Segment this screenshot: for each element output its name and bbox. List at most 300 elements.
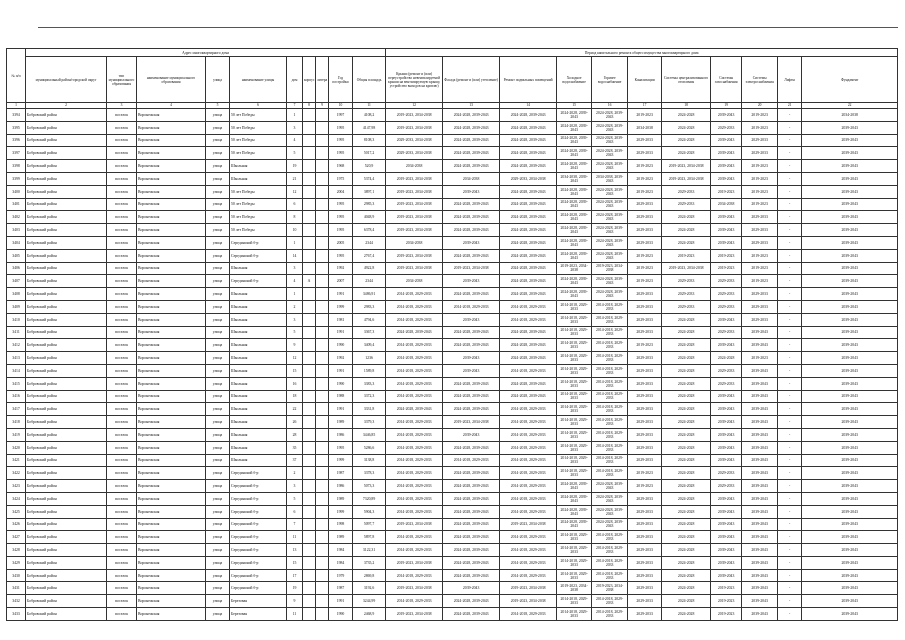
table-cell: 1990 xyxy=(329,608,353,621)
column-header-row xyxy=(7,57,898,103)
table-row xyxy=(7,288,898,301)
table-cell: Серединский б-р xyxy=(230,236,287,249)
table-cell: 3897,1 xyxy=(353,185,386,198)
table-cell: 28 xyxy=(287,428,303,441)
table-cell: 2039-2043 xyxy=(802,364,898,377)
table-cell: поселок xyxy=(107,224,137,237)
table-cell: Школьная xyxy=(230,172,287,185)
table-cell: 2024-2028, 2039-2043 xyxy=(500,211,557,224)
table-cell: 2039-2043 xyxy=(742,416,778,429)
table-cell xyxy=(303,454,316,467)
table-cell: - xyxy=(778,339,802,352)
table-cell xyxy=(303,544,316,557)
table-cell xyxy=(303,147,316,160)
table-cell: Бобровский район xyxy=(26,275,107,288)
table-cell: 2039-2043 xyxy=(802,147,898,160)
table-cell: Воронежская xyxy=(137,300,206,313)
table-cell: 2024-2028, 2039-2043 xyxy=(592,198,628,211)
table-cell: Воронежская xyxy=(137,326,206,339)
table-cell: 2014-2018, 2029-2033 xyxy=(386,441,443,454)
table-cell: 2029-2033 xyxy=(628,556,662,569)
table-cell: - xyxy=(778,198,802,211)
table-cell xyxy=(316,109,329,122)
table-row xyxy=(7,467,898,480)
table-cell: 37 xyxy=(287,454,303,467)
table-row xyxy=(7,364,898,377)
table-cell xyxy=(316,339,329,352)
table-cell: Воронежская xyxy=(137,428,206,441)
table-cell xyxy=(303,352,316,365)
table-cell: 2024-2028, 2039-2043 xyxy=(443,198,500,211)
table-cell: 2039-2043 xyxy=(802,505,898,518)
column-number: 11 xyxy=(353,103,386,109)
table-cell: 2014-2018, 2029-2033 xyxy=(592,454,628,467)
table-cell: 2024-2028 xyxy=(662,134,711,147)
table-cell: Воронежская xyxy=(137,467,206,480)
table-cell: 50 лет Победы xyxy=(230,198,287,211)
table-cell: 3426 xyxy=(7,518,26,531)
table-cell: 10 xyxy=(287,224,303,237)
table-cell: 1589,8 xyxy=(353,364,386,377)
table-cell: улица xyxy=(206,403,230,416)
table-cell: 2019-2023, 2034-2038 xyxy=(386,211,443,224)
table-cell: 4147,98 xyxy=(353,121,386,134)
table-cell: улица xyxy=(206,531,230,544)
table-cell: поселок xyxy=(107,428,137,441)
table-cell: 26 xyxy=(287,416,303,429)
table-cell: 2034-2038, 2039-2043 xyxy=(557,172,592,185)
table-cell: 2005 xyxy=(329,236,353,249)
table-cell: 3244,99 xyxy=(353,595,386,608)
col-header: Фасада (ремонт и (или) утепление) xyxy=(443,57,500,103)
table-cell: Воронежская xyxy=(137,582,206,595)
table-cell: - xyxy=(778,505,802,518)
table-cell: 1 xyxy=(287,109,303,122)
table-cell xyxy=(303,109,316,122)
table-cell: 2024-2028 xyxy=(662,492,711,505)
table-cell: 2019-2023 xyxy=(711,608,742,621)
table-cell: 2004 xyxy=(329,185,353,198)
table-cell: 2039-2043 xyxy=(711,160,742,173)
table-cell: 2039-2043 xyxy=(802,595,898,608)
table-cell xyxy=(303,582,316,595)
table-cell: 2014-2018, 2029-2033 xyxy=(557,569,592,582)
table-cell: 4794,6 xyxy=(353,313,386,326)
table-cell: Бобровский район xyxy=(26,313,107,326)
table-cell: 2029-2033, 2034-2038 xyxy=(386,147,443,160)
table-cell: - xyxy=(778,224,802,237)
table-cell: 2029-2033 xyxy=(628,147,662,160)
table-cell: 1984 xyxy=(329,544,353,557)
table-cell: 2029-2033 xyxy=(628,416,662,429)
table-cell: 2039-2043 xyxy=(742,364,778,377)
table-cell: 2024-2028, 2039-2043 xyxy=(557,480,592,493)
table-cell: улица xyxy=(206,134,230,147)
table-cell: улица xyxy=(206,377,230,390)
table-cell: поселок xyxy=(107,326,137,339)
table-cell: 2024-2028, 2039-2043 xyxy=(592,480,628,493)
table-cell: 2024-2028 xyxy=(662,211,711,224)
table-cell: 1998 xyxy=(329,518,353,531)
table-cell: 3409,4 xyxy=(353,339,386,352)
table-cell: 2039-2043 xyxy=(711,505,742,518)
table-cell: 2014-2018, 2029-2033 xyxy=(557,339,592,352)
table-cell: поселок xyxy=(107,556,137,569)
table-cell: 2985,3 xyxy=(353,198,386,211)
table-cell: 2344 xyxy=(353,275,386,288)
table-cell: - xyxy=(778,313,802,326)
table-cell xyxy=(303,313,316,326)
table-cell: поселок xyxy=(107,172,137,185)
table-cell: улица xyxy=(206,454,230,467)
table-cell: поселок xyxy=(107,185,137,198)
table-cell xyxy=(303,428,316,441)
table-cell: 2024-2028, 2039-2043 xyxy=(443,505,500,518)
table-cell: Бобровский район xyxy=(26,147,107,160)
table-cell: 2024-2028, 2039-2043 xyxy=(557,198,592,211)
table-cell: 2014-2018, 2029-2033 xyxy=(592,531,628,544)
table-cell: поселок xyxy=(107,160,137,173)
scan-rule-line xyxy=(38,27,898,28)
table-cell: 2024-2028, 2039-2043 xyxy=(557,121,592,134)
table-cell: Бобровский район xyxy=(26,403,107,416)
table-cell: 4 xyxy=(287,275,303,288)
table-cell: - xyxy=(778,582,802,595)
table-cell: поселок xyxy=(107,121,137,134)
table-row xyxy=(7,121,898,134)
column-number: 5 xyxy=(206,103,230,109)
table-cell: улица xyxy=(206,569,230,582)
table-row xyxy=(7,172,898,185)
table-cell: Бобровский район xyxy=(26,595,107,608)
table-cell: 2019-2023, 2034-2038 xyxy=(662,160,711,173)
table-cell: 5286,6 xyxy=(353,441,386,454)
table-cell: 2024-2028 xyxy=(662,480,711,493)
table-row xyxy=(7,134,898,147)
table-cell: улица xyxy=(206,364,230,377)
table-cell: 6378,4 xyxy=(353,224,386,237)
table-cell: 2024-2028 xyxy=(662,518,711,531)
table-cell: 2039-2043 xyxy=(742,403,778,416)
table-row xyxy=(7,300,898,313)
table-cell: 2024-2028, 2039-2043 xyxy=(557,518,592,531)
table-cell: поселок xyxy=(107,377,137,390)
table-cell: 2039-2043 xyxy=(711,224,742,237)
table-cell: 2014-2018, 2029-2033 xyxy=(500,480,557,493)
table-cell: 2024-2028, 2039-2043 xyxy=(592,249,628,262)
table-cell: 2029-2033 xyxy=(628,608,662,621)
table-cell xyxy=(316,249,329,262)
table-cell: 2024-2028, 2039-2043 xyxy=(500,224,557,237)
table-cell: 2039-2043 xyxy=(742,326,778,339)
table-cell: 2029-2033 xyxy=(742,147,778,160)
table-cell: Бобровский район xyxy=(26,121,107,134)
table-cell: 2468,9 xyxy=(353,608,386,621)
table-cell: 2014-2018, 2029-2033 xyxy=(386,313,443,326)
table-body xyxy=(7,109,898,621)
table-cell: 2014-2018, 2029-2033 xyxy=(386,569,443,582)
table-cell: улица xyxy=(206,185,230,198)
table-cell: 3421 xyxy=(7,454,26,467)
table-cell: улица xyxy=(206,313,230,326)
table-cell xyxy=(316,288,329,301)
table-cell: 2019-2023, 2034-2038 xyxy=(500,582,557,595)
table-cell xyxy=(316,608,329,621)
table-cell: 2024-2028 xyxy=(662,428,711,441)
table-cell: 2014-2018, 2029-2033 xyxy=(557,390,592,403)
table-cell: 1989 xyxy=(329,492,353,505)
table-cell: - xyxy=(778,211,802,224)
table-cell: - xyxy=(778,352,802,365)
table-cell: 3418 xyxy=(7,416,26,429)
col-header: Крыши (ремонт и (или) переустройство невентилируемой крыши на вентилируемую крышу, устройство выходов на кровлю) xyxy=(386,57,443,103)
table-cell: 2014-2018, 2029-2033 xyxy=(386,300,443,313)
table-cell: - xyxy=(778,441,802,454)
table-cell: 11 xyxy=(287,531,303,544)
table-cell: 2039-2043 xyxy=(802,377,898,390)
table-cell: 2024-2028 xyxy=(662,608,711,621)
table-cell: 2024-2028, 2039-2043 xyxy=(557,505,592,518)
table-cell: 2039-2043 xyxy=(711,416,742,429)
column-number: 14 xyxy=(500,103,557,109)
table-cell: 2019-2023, 2034-2038 xyxy=(557,262,592,275)
table-cell: поселок xyxy=(107,505,137,518)
table-cell: 2039-2043 xyxy=(711,390,742,403)
table-cell: 2014-2018, 2029-2033 xyxy=(386,377,443,390)
table-cell: 2039-2043 xyxy=(443,185,500,198)
table-cell: 2019-2023 xyxy=(742,109,778,122)
table-cell: 50 лет Победы xyxy=(230,147,287,160)
table-cell: 2024-2028, 2039-2043 xyxy=(557,288,592,301)
table-cell: 2034-2038 xyxy=(711,198,742,211)
table-cell xyxy=(316,160,329,173)
table-cell: 2019-2023 xyxy=(711,249,742,262)
column-number: 8 xyxy=(303,103,316,109)
table-cell: 2024-2028, 2039-2043 xyxy=(443,249,500,262)
table-cell: улица xyxy=(206,544,230,557)
table-cell: Бобровский район xyxy=(26,454,107,467)
table-cell: 2039-2043 xyxy=(802,300,898,313)
table-cell: поселок xyxy=(107,313,137,326)
table-cell xyxy=(303,198,316,211)
column-number: 4 xyxy=(137,103,206,109)
table-cell: 2039-2043 xyxy=(802,275,898,288)
table-cell xyxy=(316,441,329,454)
table-cell: 50 лет Победы xyxy=(230,211,287,224)
table-cell: 2039-2043 xyxy=(742,441,778,454)
table-cell: Школьная xyxy=(230,441,287,454)
table-cell: поселок xyxy=(107,249,137,262)
table-cell xyxy=(316,492,329,505)
table-cell xyxy=(303,300,316,313)
table-cell: 2024-2028, 2039-2043 xyxy=(592,109,628,122)
table-cell: 2014-2018, 2029-2033 xyxy=(557,441,592,454)
table-cell: Воронежская xyxy=(137,121,206,134)
table-cell: 2024-2028, 2039-2043 xyxy=(557,249,592,262)
table-cell: 1984 xyxy=(329,556,353,569)
table-cell xyxy=(303,416,316,429)
table-cell: 2014-2018, 2029-2033 xyxy=(592,364,628,377)
table-cell: 1989 xyxy=(329,531,353,544)
col-header: наименование улицы xyxy=(230,57,287,103)
table-cell: 2024-2028 xyxy=(662,109,711,122)
table-cell: поселок xyxy=(107,569,137,582)
table-row xyxy=(7,416,898,429)
table-cell: 3486,91 xyxy=(353,288,386,301)
table-cell: 50 лет Победы xyxy=(230,109,287,122)
table-cell: 2024-2028, 2039-2043 xyxy=(500,390,557,403)
table-cell: 1236 xyxy=(353,352,386,365)
table-cell: 2019-2023 xyxy=(742,262,778,275)
repair-schedule-table xyxy=(6,48,898,621)
table-cell: 2039-2043 xyxy=(443,236,500,249)
table-cell: Серединский б-р xyxy=(230,569,287,582)
table-row xyxy=(7,480,898,493)
table-cell: 2029-2033 xyxy=(628,595,662,608)
col-header: Общая площадь xyxy=(353,57,386,103)
table-cell: Воронежская xyxy=(137,147,206,160)
table-cell: 2024-2028, 2039-2043 xyxy=(557,236,592,249)
table-cell: 2039-2043 xyxy=(802,172,898,185)
table-cell: 1995 xyxy=(329,121,353,134)
table-cell: 3416 xyxy=(7,390,26,403)
table-cell: 13 xyxy=(287,544,303,557)
table-cell: 2024-2028, 2039-2043 xyxy=(500,326,557,339)
table-cell: 2019-2023, 2034-2038 xyxy=(386,121,443,134)
table-cell: 2019-2023, 2034-2038 xyxy=(557,582,592,595)
table-cell: поселок xyxy=(107,518,137,531)
table-cell: 2014-2018, 2029-2033 xyxy=(592,467,628,480)
table-cell: 1991 xyxy=(329,288,353,301)
table-cell: 2039-2043 xyxy=(742,390,778,403)
table-cell: 2014-2018, 2029-2033 xyxy=(386,416,443,429)
table-cell: 3431 xyxy=(7,582,26,595)
table-row xyxy=(7,339,898,352)
table-cell: 3415 xyxy=(7,377,26,390)
table-cell: 2039-2043 xyxy=(443,352,500,365)
table-cell: 3735,2 xyxy=(353,556,386,569)
table-cell: 2029-2033 xyxy=(711,121,742,134)
table-cell: - xyxy=(778,518,802,531)
table-cell: 2039-2043 xyxy=(802,121,898,134)
table-cell: 2014-2018, 2029-2033 xyxy=(557,608,592,621)
table-cell: 3413 xyxy=(7,352,26,365)
table-cell: 2019-2023, 2034-2038 xyxy=(386,172,443,185)
table-cell: А xyxy=(303,275,316,288)
table-cell: 1987 xyxy=(329,467,353,480)
table-cell: 2024-2028, 2039-2043 xyxy=(443,441,500,454)
table-cell: 2024-2028, 2039-2043 xyxy=(557,275,592,288)
table-cell: 2024-2028 xyxy=(662,326,711,339)
table-cell: 2019-2023 xyxy=(628,172,662,185)
column-number: 16 xyxy=(592,103,628,109)
table-cell: Серединский б-р xyxy=(230,467,287,480)
table-cell: Школьная xyxy=(230,403,287,416)
table-cell: 2014-2018, 2029-2033 xyxy=(500,531,557,544)
column-number: 17 xyxy=(628,103,662,109)
table-cell: 2029-2033 xyxy=(628,198,662,211)
table-cell: 2024-2028, 2039-2043 xyxy=(443,326,500,339)
col-header: Канализации xyxy=(628,57,662,103)
table-cell: - xyxy=(778,531,802,544)
table-cell: 2014-2018, 2029-2033 xyxy=(386,505,443,518)
table-cell: Серединский б-р xyxy=(230,582,287,595)
table-cell: 2039-2043 xyxy=(742,518,778,531)
table-cell: 1968 xyxy=(329,160,353,173)
table-cell: 3138,8 xyxy=(353,454,386,467)
table-cell: поселок xyxy=(107,595,137,608)
table-cell: 2029-2033 xyxy=(742,134,778,147)
table-cell: 2019-2023 xyxy=(742,172,778,185)
table-cell: 2019-2023, 2034-2038 xyxy=(443,262,500,275)
table-cell: 5897,8 xyxy=(353,531,386,544)
table-cell: Воронежская xyxy=(137,275,206,288)
table-cell xyxy=(316,352,329,365)
table-cell: 2019-2023 xyxy=(711,262,742,275)
table-cell: 2014-2018, 2029-2033 xyxy=(500,416,557,429)
table-cell: 6 xyxy=(287,198,303,211)
table-cell xyxy=(303,467,316,480)
table-cell: Воронежская xyxy=(137,313,206,326)
table-row xyxy=(7,403,898,416)
table-cell: 2024-2028, 2039-2043 xyxy=(592,160,628,173)
table-cell xyxy=(303,569,316,582)
table-cell: 2024-2028 xyxy=(662,377,711,390)
table-cell: 2039-2043 xyxy=(802,160,898,173)
table-cell: 2019-2023 xyxy=(628,467,662,480)
table-cell: - xyxy=(778,416,802,429)
table-cell xyxy=(303,262,316,275)
table-cell: 3402 xyxy=(7,211,26,224)
table-cell: 14 xyxy=(287,249,303,262)
table-cell: Бобровский район xyxy=(26,300,107,313)
column-number: 6 xyxy=(230,103,287,109)
table-cell: 2029-2033 xyxy=(628,300,662,313)
table-cell: 2039-2043 xyxy=(802,185,898,198)
table-cell: 2024-2028 xyxy=(662,582,711,595)
column-number: 12 xyxy=(386,103,443,109)
table-cell: 1995 xyxy=(329,249,353,262)
table-cell: - xyxy=(778,134,802,147)
table-cell: 2024-2028 xyxy=(662,595,711,608)
table-cell: 1995 xyxy=(329,198,353,211)
table-cell: поселок xyxy=(107,109,137,122)
table-cell: улица xyxy=(206,275,230,288)
table-row xyxy=(7,249,898,262)
table-cell: Воронежская xyxy=(137,352,206,365)
table-cell: 3378,3 xyxy=(353,467,386,480)
table-cell: 2024-2028, 2039-2043 xyxy=(592,288,628,301)
table-cell xyxy=(303,441,316,454)
table-cell: 2024-2028, 2039-2043 xyxy=(500,352,557,365)
table-cell: 2019-2023 xyxy=(742,352,778,365)
column-number: 15 xyxy=(557,103,592,109)
table-cell: 2034-2038 xyxy=(443,172,500,185)
table-cell: 2014-2018, 2029-2033 xyxy=(592,326,628,339)
table-cell xyxy=(303,403,316,416)
table-cell: 2029-2033 xyxy=(662,300,711,313)
table-row xyxy=(7,313,898,326)
table-row xyxy=(7,326,898,339)
table-cell: 2039-2043 xyxy=(802,441,898,454)
table-cell xyxy=(316,505,329,518)
table-cell: 2019-2023, 2034-2038 xyxy=(386,262,443,275)
table-cell xyxy=(316,300,329,313)
table-cell: Школьная xyxy=(230,313,287,326)
table-cell: 3383,3 xyxy=(353,377,386,390)
table-cell: 11 xyxy=(287,608,303,621)
table-cell: 2019-2023 xyxy=(628,160,662,173)
